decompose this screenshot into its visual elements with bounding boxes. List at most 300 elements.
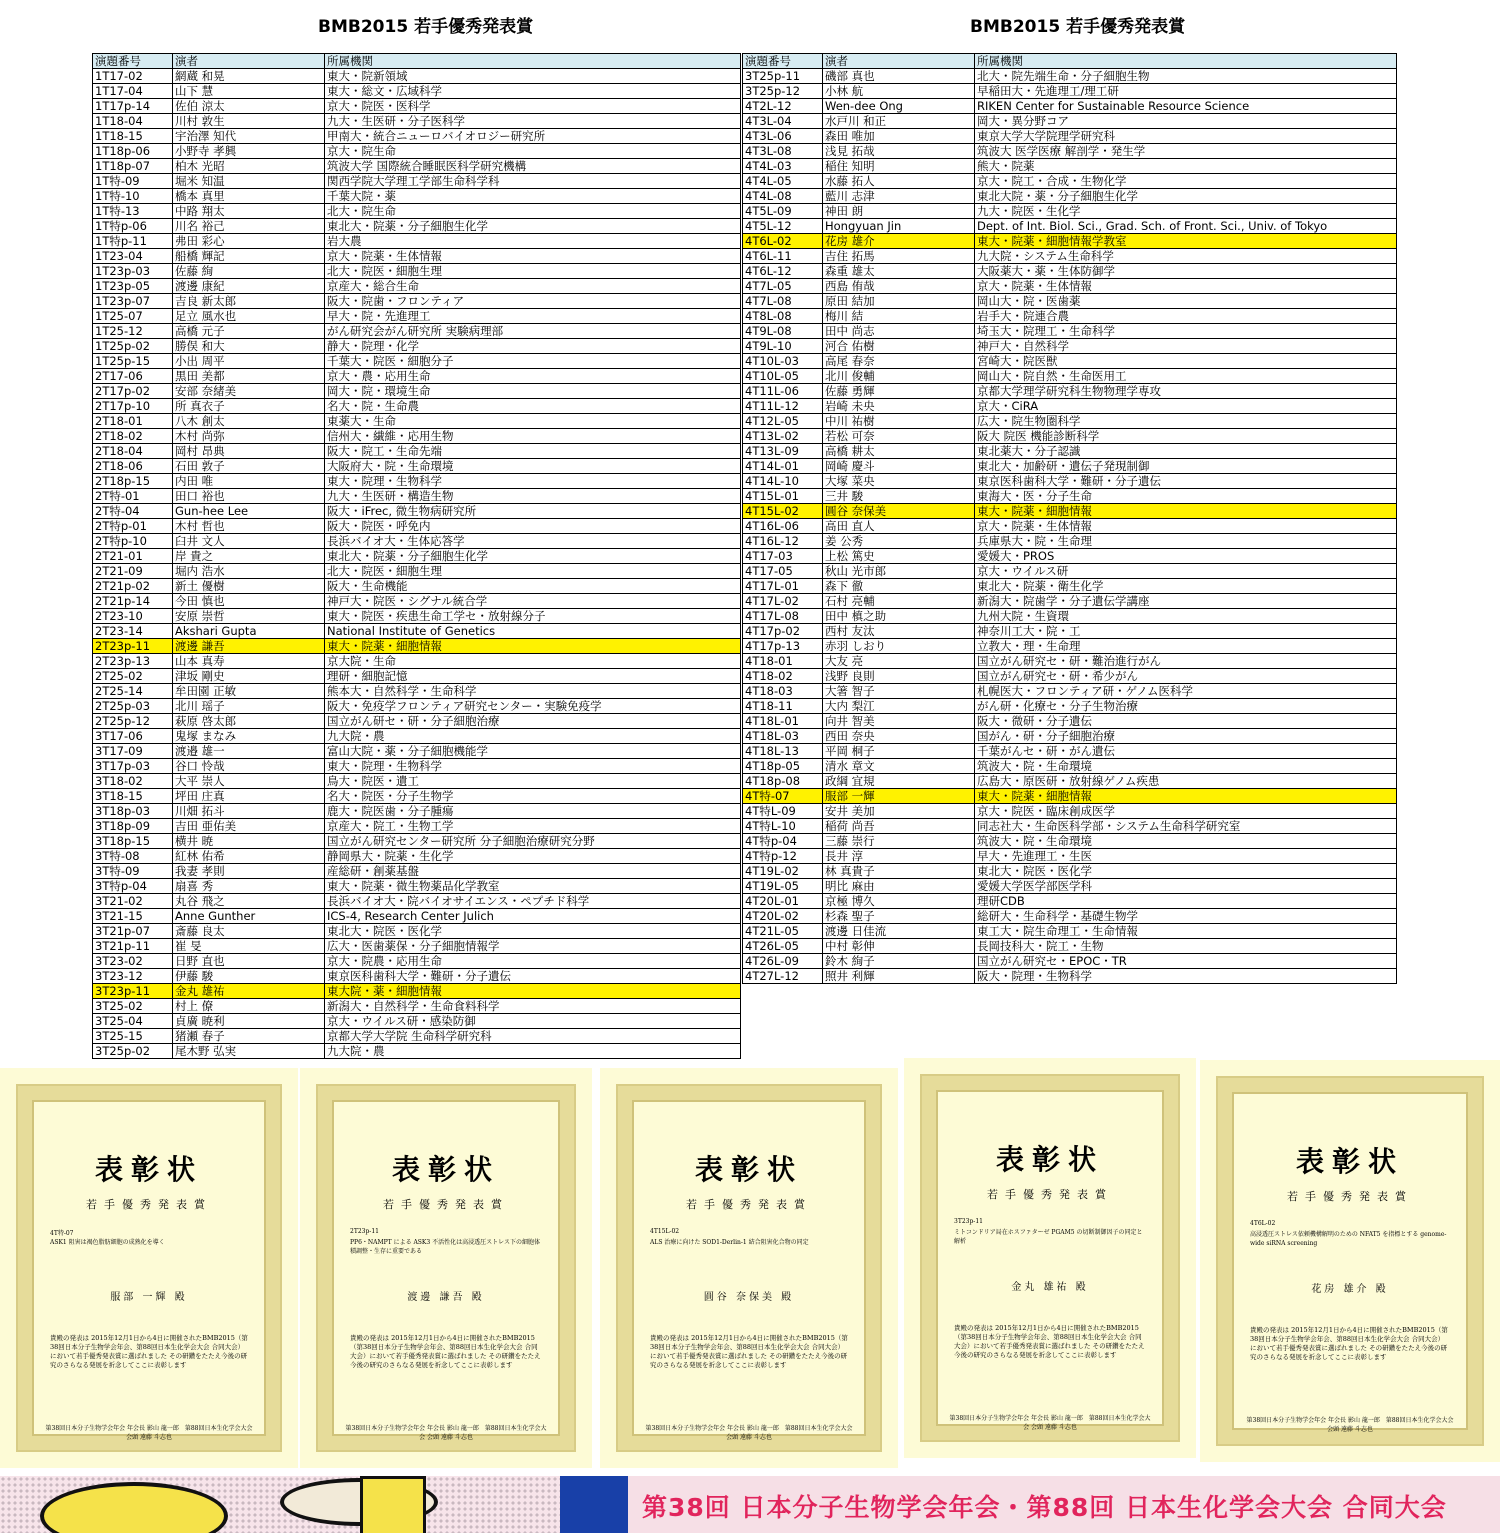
cell-affiliation: 岡山大・院・医歯薬 — [975, 294, 1397, 309]
table-row — [743, 654, 1397, 669]
cell-number: 4T18L-01 — [743, 714, 823, 729]
cell-number: 2T21-09 — [93, 564, 173, 579]
cell-number: 1T特p-11 — [93, 234, 173, 249]
table-row — [743, 519, 1397, 534]
cell-presenter: 北川 俊輔 — [823, 369, 975, 384]
left-table-title: BMB2015 若手優秀発表賞 — [318, 17, 534, 37]
cell-number: 3T25p-11 — [743, 69, 823, 84]
cell-affiliation: 東薬大・生命 — [325, 414, 741, 429]
cell-presenter: 木村 哲也 — [173, 519, 325, 534]
cell-presenter: 清水 章文 — [823, 759, 975, 774]
table-row — [93, 984, 741, 999]
table-row — [93, 84, 741, 99]
cell-number: 4T15L-02 — [743, 504, 823, 519]
cell-affiliation: 神奈川工大・院・工 — [975, 624, 1397, 639]
header-presenter: 演者 — [173, 54, 325, 69]
cell-presenter: 尾木野 弘実 — [173, 1044, 325, 1059]
certificate-signature: 第38回日本分子生物学会年会 年会長 影山 龍一郎 第88回日本生化学会大会 会頭 遠藤 斗志也 — [645, 1425, 853, 1441]
cell-number: 4T7L-08 — [743, 294, 823, 309]
header-affiliation: 所属機関 — [325, 54, 741, 69]
cell-number: 1T17-04 — [93, 84, 173, 99]
cell-affiliation: 筑波大 医学医療 解剖学・発生学 — [975, 144, 1397, 159]
cell-presenter: 岸 貴之 — [173, 549, 325, 564]
certificate-number: 3T23p-11 — [954, 1218, 983, 1225]
cell-number: 4T特L-10 — [743, 819, 823, 834]
cell-presenter: 佐藤 勇輝 — [823, 384, 975, 399]
cell-affiliation: 筑波大・院・生命環境 — [975, 759, 1397, 774]
table-row — [743, 309, 1397, 324]
cell-presenter: 吉田 亜佑美 — [173, 819, 325, 834]
cell-affiliation: 東北大・院薬・分子細胞生化学 — [325, 549, 741, 564]
table-row — [93, 174, 741, 189]
certificate-recipient: 花房 雄介 殿 — [1311, 1284, 1389, 1295]
cell-presenter: 船橋 輝記 — [173, 249, 325, 264]
table-row — [743, 609, 1397, 624]
award-certificate — [300, 1068, 592, 1468]
cell-presenter: 上松 篤史 — [823, 549, 975, 564]
cell-number: 4T4L-05 — [743, 174, 823, 189]
cell-affiliation: 阪大・院理・生物科学 — [975, 969, 1397, 984]
cell-presenter: 鈴木 絢子 — [823, 954, 975, 969]
cell-affiliation: がん研・化療セ・分子生物治療 — [975, 699, 1397, 714]
table-row — [93, 714, 741, 729]
cell-affiliation: 東北大・院医・医化学 — [325, 924, 741, 939]
cell-presenter: 明比 麻由 — [823, 879, 975, 894]
certificate-title: 表彰状 — [94, 1153, 203, 1186]
cell-number: 3T21p-07 — [93, 924, 173, 939]
cell-presenter: 宇治澤 知代 — [173, 129, 325, 144]
cell-affiliation: 国立がん研究センター研究所 分子細胞治療研究分野 — [325, 834, 741, 849]
cell-number: 2T18-02 — [93, 429, 173, 444]
table-row — [93, 99, 741, 114]
cell-presenter: 高田 直人 — [823, 519, 975, 534]
cell-affiliation: Dept. of Int. Biol. Sci., Grad. Sch. of Front. Sci., Univ. of Tokyo — [975, 219, 1397, 234]
table-row — [93, 564, 741, 579]
table-row — [93, 999, 741, 1014]
cell-affiliation: 京大院・生命 — [325, 654, 741, 669]
cell-affiliation: 阪大・生命機能 — [325, 579, 741, 594]
cell-affiliation: 京産大・院工・生物工学 — [325, 819, 741, 834]
cell-presenter: 河合 佑樹 — [823, 339, 975, 354]
cell-presenter: 今田 慎也 — [173, 594, 325, 609]
cell-affiliation: 甲南大・統合ニューロバイオロジー研究所 — [325, 129, 741, 144]
cell-affiliation: 阪大・微研・分子遺伝 — [975, 714, 1397, 729]
cell-presenter: 若松 可奈 — [823, 429, 975, 444]
cell-number: 3T21-15 — [93, 909, 173, 924]
cell-number: 4T6L-12 — [743, 264, 823, 279]
table-row — [743, 834, 1397, 849]
cell-presenter: 三藤 崇行 — [823, 834, 975, 849]
cell-affiliation: 鹿大・院医歯・分子腫瘍 — [325, 804, 741, 819]
cell-presenter: 黒田 美都 — [173, 369, 325, 384]
table-row — [743, 264, 1397, 279]
award-certificate — [904, 1058, 1196, 1458]
cell-affiliation: 阪大・院医・呼免内 — [325, 519, 741, 534]
cell-number: 4T18-03 — [743, 684, 823, 699]
cell-number: 4T9L-08 — [743, 324, 823, 339]
cell-presenter: 小野寺 孝興 — [173, 144, 325, 159]
cell-affiliation: 九州大院・生資環 — [975, 609, 1397, 624]
cell-affiliation: 東大・院理・生物科学 — [325, 474, 741, 489]
cell-presenter: 稲住 知明 — [823, 159, 975, 174]
cell-affiliation: 東京医科歯科大学・難研・分子遺伝 — [325, 969, 741, 984]
cell-number: 3T18p-15 — [93, 834, 173, 849]
cell-presenter: 村上 僚 — [173, 999, 325, 1014]
table-row — [93, 969, 741, 984]
cell-presenter: 猪瀬 春子 — [173, 1029, 325, 1044]
cell-number: 2T21p-14 — [93, 594, 173, 609]
cell-affiliation: 東京医科歯科大学・難研・分子遺伝 — [975, 474, 1397, 489]
cell-affiliation: 東北大・院医・医化学 — [975, 864, 1397, 879]
cell-affiliation: 阪大・iFrec, 微生物病研究所 — [325, 504, 741, 519]
cell-number: 4T16L-12 — [743, 534, 823, 549]
table-row — [93, 144, 741, 159]
certificate-body: 貴殿の発表は 2015年12月1日から4日に開催されたBMB2015（第38回日本分子生物学会年会、第88回日本生化学会大会 合同大会）において若手優秀発表賞に選ばれました その研鑽をたたえ今後の研究のさらなる発展を祈念してここに表彰します — [350, 1334, 541, 1369]
cell-presenter: 牟田園 正敏 — [173, 684, 325, 699]
certificate-title: 表彰状 — [694, 1153, 803, 1186]
cell-presenter: 赤羽 しおり — [823, 639, 975, 654]
cell-affiliation: 九大院・農 — [325, 1044, 741, 1059]
cell-affiliation: 九大・生医研・構造生物 — [325, 489, 741, 504]
table-row — [743, 564, 1397, 579]
cell-affiliation: 国がん・研・分子細胞治療 — [975, 729, 1397, 744]
table-row — [743, 459, 1397, 474]
table-row — [93, 654, 741, 669]
table-row — [93, 279, 741, 294]
table-row — [743, 579, 1397, 594]
cell-number: 4T6L-02 — [743, 234, 823, 249]
cell-number: 4T17L-01 — [743, 579, 823, 594]
comic-shape — [360, 1476, 426, 1533]
table-row — [93, 774, 741, 789]
cell-affiliation: 大阪府大・院・生命環境 — [325, 459, 741, 474]
certificate-title: 表彰状 — [1295, 1145, 1404, 1178]
table-row — [743, 324, 1397, 339]
cell-presenter: 新土 優樹 — [173, 579, 325, 594]
table-row — [93, 354, 741, 369]
cell-presenter: 津坂 剛史 — [173, 669, 325, 684]
cell-presenter: 川畑 拓斗 — [173, 804, 325, 819]
table-row — [743, 594, 1397, 609]
cell-number: 2T21p-02 — [93, 579, 173, 594]
cell-number: 2T25p-12 — [93, 714, 173, 729]
certificate-body: 貴殿の発表は 2015年12月1日から4日に開催されたBMB2015（第38回日本分子生物学会年会、第88回日本生化学会大会 合同大会）において若手優秀発表賞に選ばれました その研鑽をたたえ今後の研究のさらなる発展を祈念してここに表彰します — [50, 1334, 248, 1369]
cell-presenter: 長井 淳 — [823, 849, 975, 864]
cell-number: 1T25-12 — [93, 324, 173, 339]
certificate-recipient: 金丸 雄祐 殿 — [1011, 1282, 1089, 1293]
cell-affiliation: 東大院・薬・細胞情報 — [325, 984, 741, 999]
cell-number: 4T16L-06 — [743, 519, 823, 534]
cell-affiliation: 岡大・異分野コア — [975, 114, 1397, 129]
cell-affiliation: 九大・生医研・分子医科学 — [325, 114, 741, 129]
cell-affiliation: 国立がん研究セ・研・希少がん — [975, 669, 1397, 684]
cell-affiliation: 東大・院薬・細胞情報 — [975, 504, 1397, 519]
table-row — [93, 579, 741, 594]
cell-presenter: 神田 朗 — [823, 204, 975, 219]
table-row — [93, 834, 741, 849]
cell-affiliation: 立教大・理・生命理 — [975, 639, 1397, 654]
comic-shape — [40, 1482, 228, 1533]
comic-shape — [560, 1476, 628, 1533]
cell-number: 1T23p-05 — [93, 279, 173, 294]
cell-affiliation: 埼玉大・院理工・生命科学 — [975, 324, 1397, 339]
table-row — [743, 909, 1397, 924]
conference-banner — [628, 1476, 1500, 1533]
cell-number: 1T17-02 — [93, 69, 173, 84]
certificate-recipient: 服部 一輝 殿 — [110, 1292, 188, 1303]
cell-number: 2T17p-10 — [93, 399, 173, 414]
cell-presenter: 大友 亮 — [823, 654, 975, 669]
cell-presenter: 照井 利輝 — [823, 969, 975, 984]
cell-presenter: 水藤 拓人 — [823, 174, 975, 189]
cell-number: 4T10L-03 — [743, 354, 823, 369]
cell-number: 4T19L-05 — [743, 879, 823, 894]
cell-presenter: Hongyuan Jin — [823, 219, 975, 234]
table-row — [93, 249, 741, 264]
table-row — [93, 474, 741, 489]
cell-affiliation: 長浜バイオ大・生体応答学 — [325, 534, 741, 549]
cell-presenter: 伊藤 駿 — [173, 969, 325, 984]
table-row — [93, 234, 741, 249]
cell-number: 4T2L-12 — [743, 99, 823, 114]
cell-number: 3T21-02 — [93, 894, 173, 909]
certificate-subtitle: 若手優秀発表賞 — [686, 1198, 812, 1211]
cell-affiliation: 筑波大・院・生命環境 — [975, 834, 1397, 849]
certificate-title: 表彰状 — [995, 1143, 1104, 1176]
cell-number: 2T特p-10 — [93, 534, 173, 549]
certificate-signature: 第38回日本分子生物学会年会 年会長 影山 龍一郎 第88回日本生化学会大会 会頭 遠藤 斗志也 — [345, 1425, 547, 1441]
table-row — [93, 459, 741, 474]
table-row — [93, 489, 741, 504]
cell-presenter: 高尾 春奈 — [823, 354, 975, 369]
cell-presenter: 原田 結加 — [823, 294, 975, 309]
certificate-body: 貴殿の発表は 2015年12月1日から4日に開催されたBMB2015（第38回日本分子生物学会年会、第88回日本生化学会大会 合同大会）において若手優秀発表賞に選ばれました その研鑽をたたえ今後の研究のさらなる発展を祈念してここに表彰します — [650, 1334, 848, 1369]
cell-number: 4T17L-02 — [743, 594, 823, 609]
cell-affiliation: 東大・院理・生物科学 — [325, 759, 741, 774]
cell-presenter: 八木 創太 — [173, 414, 325, 429]
cell-number: 1T18-04 — [93, 114, 173, 129]
certificate-number: 2T23p-11 — [350, 1228, 379, 1235]
cell-presenter: Akshari Gupta — [173, 624, 325, 639]
cell-presenter: 政綱 宜規 — [823, 774, 975, 789]
table-row — [743, 894, 1397, 909]
table-row — [743, 474, 1397, 489]
table-row — [93, 324, 741, 339]
cell-presenter: 三井 駿 — [823, 489, 975, 504]
cell-number: 4T13L-09 — [743, 444, 823, 459]
cell-presenter: 斎藤 良太 — [173, 924, 325, 939]
cell-number: 1T23p-03 — [93, 264, 173, 279]
cell-presenter: 丸谷 飛之 — [173, 894, 325, 909]
cell-affiliation: 名大・院・生命農 — [325, 399, 741, 414]
table-row — [93, 759, 741, 774]
table-row — [743, 174, 1397, 189]
cell-presenter: 日野 直也 — [173, 954, 325, 969]
cell-affiliation: 京大・院農・応用生命 — [325, 954, 741, 969]
cell-affiliation: 愛媛大・PROS — [975, 549, 1397, 564]
cell-number: 3T特-09 — [93, 864, 173, 879]
table-row — [93, 159, 741, 174]
table-row — [93, 414, 741, 429]
cell-presenter: 佐藤 絢 — [173, 264, 325, 279]
cell-presenter: 横井 暁 — [173, 834, 325, 849]
cell-affiliation: 関西学院大学理工学部生命科学科 — [325, 174, 741, 189]
cell-number: 4T20L-01 — [743, 894, 823, 909]
cell-affiliation: 新潟大・院歯学・分子遺伝学講座 — [975, 594, 1397, 609]
cell-presenter: 吉良 新太郎 — [173, 294, 325, 309]
table-row — [743, 504, 1397, 519]
cell-affiliation: 京都大学理学研究科生物物理学専攻 — [975, 384, 1397, 399]
cell-number: 4T11L-06 — [743, 384, 823, 399]
cell-number: 4T18L-03 — [743, 729, 823, 744]
cell-affiliation: 京産大・総合生命 — [325, 279, 741, 294]
cell-affiliation: 名大・院医・分子生物学 — [325, 789, 741, 804]
cell-presenter: 足立 風水也 — [173, 309, 325, 324]
cell-affiliation: 京大・院工・合成・生物化学 — [975, 174, 1397, 189]
cell-presenter: 森重 雄太 — [823, 264, 975, 279]
table-row — [743, 294, 1397, 309]
cell-presenter: 杉森 聖子 — [823, 909, 975, 924]
table-row — [743, 369, 1397, 384]
cell-affiliation: 東大・院薬・細胞情報 — [325, 639, 741, 654]
cell-presenter: 向井 智美 — [823, 714, 975, 729]
cell-presenter: 田中 槙之助 — [823, 609, 975, 624]
cell-affiliation: 広大・院生物圏科学 — [975, 414, 1397, 429]
cell-affiliation: 東大・院薬・微生物薬品化学教室 — [325, 879, 741, 894]
cell-presenter: 大箸 智子 — [823, 684, 975, 699]
cell-number: 4T26L-09 — [743, 954, 823, 969]
cell-presenter: 金丸 雄祐 — [173, 984, 325, 999]
certificate-signature: 第38回日本分子生物学会年会 年会長 影山 龍一郎 第88回日本生化学会大会 会頭 遠藤 斗志也 — [1246, 1417, 1454, 1433]
cell-presenter: 西田 奈央 — [823, 729, 975, 744]
table-row — [93, 204, 741, 219]
table-row — [743, 144, 1397, 159]
table-row — [93, 909, 741, 924]
cell-affiliation: 東大・院新領域 — [325, 69, 741, 84]
cell-number: 3T23-12 — [93, 969, 173, 984]
cell-presenter: 磯部 真也 — [823, 69, 975, 84]
table-row — [743, 339, 1397, 354]
table-row — [93, 879, 741, 894]
table-row — [93, 444, 741, 459]
table-row — [93, 369, 741, 384]
cell-number: 3T25p-12 — [743, 84, 823, 99]
table-row — [743, 129, 1397, 144]
cell-number: 2T23-14 — [93, 624, 173, 639]
table-row — [743, 549, 1397, 564]
cell-number: 4T18p-08 — [743, 774, 823, 789]
table-row — [93, 219, 741, 234]
cell-presenter: 内田 唯 — [173, 474, 325, 489]
cell-affiliation: 京大・CiRA — [975, 399, 1397, 414]
cell-number: 3T25p-02 — [93, 1044, 173, 1059]
cell-presenter: 林 真貴子 — [823, 864, 975, 879]
cell-presenter: 浅野 良則 — [823, 669, 975, 684]
table-row — [93, 504, 741, 519]
cell-affiliation: 東北大・院薬・分子細胞生化学 — [325, 219, 741, 234]
cell-presenter: 高橋 元子 — [173, 324, 325, 339]
left-award-table — [92, 53, 741, 1059]
cell-presenter: 紅林 佑希 — [173, 849, 325, 864]
table-row — [743, 84, 1397, 99]
table-row — [93, 684, 741, 699]
cell-presenter: 石村 亮輔 — [823, 594, 975, 609]
cell-presenter: 中川 祐樹 — [823, 414, 975, 429]
cell-number: 2T23p-11 — [93, 639, 173, 654]
cell-number: 1T18-15 — [93, 129, 173, 144]
table-row — [743, 954, 1397, 969]
cell-affiliation: 九大院・農 — [325, 729, 741, 744]
cell-affiliation: 国立がん研セ・研・分子細胞治療 — [325, 714, 741, 729]
table-row — [93, 894, 741, 909]
cell-number: 3T17-09 — [93, 744, 173, 759]
cell-presenter: 岡崎 慶斗 — [823, 459, 975, 474]
table-row — [743, 924, 1397, 939]
table-row — [93, 699, 741, 714]
cell-number: 3T特p-04 — [93, 879, 173, 894]
cell-affiliation: 筑波大学 国際統合睡眠医科学研究機構 — [325, 159, 741, 174]
cell-affiliation: 新潟大・自然科学・生命食料科学 — [325, 999, 741, 1014]
cell-presenter: 岡村 昂典 — [173, 444, 325, 459]
cell-affiliation: 広島大・原医研・放射線ゲノム疾患 — [975, 774, 1397, 789]
table-row — [93, 939, 741, 954]
cell-number: 1T25p-15 — [93, 354, 173, 369]
cell-number: 4T7L-05 — [743, 279, 823, 294]
cell-presenter: 藍川 志津 — [823, 189, 975, 204]
cell-number: 2T17p-02 — [93, 384, 173, 399]
cell-presenter: 堀内 浩水 — [173, 564, 325, 579]
table-row — [93, 534, 741, 549]
table-row — [743, 684, 1397, 699]
table-row — [93, 594, 741, 609]
cell-presenter: 大塚 菜央 — [823, 474, 975, 489]
table-row — [743, 444, 1397, 459]
cell-number: 3T23p-11 — [93, 984, 173, 999]
cell-affiliation: 国立がん研究セ・研・難治進行がん — [975, 654, 1397, 669]
cell-number: 1T23-04 — [93, 249, 173, 264]
cell-number: 4T18-01 — [743, 654, 823, 669]
cell-presenter: 網蔵 和晃 — [173, 69, 325, 84]
cell-presenter: 坪田 庄真 — [173, 789, 325, 804]
cell-number: 2T特-01 — [93, 489, 173, 504]
cell-number: 3T18p-03 — [93, 804, 173, 819]
certificate-title: 表彰状 — [391, 1153, 500, 1186]
table-row — [743, 279, 1397, 294]
cell-number: 2T25-14 — [93, 684, 173, 699]
cell-affiliation: 京大・ウイルス研・感染防御 — [325, 1014, 741, 1029]
cell-number: 4T特p-12 — [743, 849, 823, 864]
cell-presenter: 平岡 桐子 — [823, 744, 975, 759]
cell-number: 4T17L-08 — [743, 609, 823, 624]
table-row — [93, 129, 741, 144]
table-row — [743, 849, 1397, 864]
table-header-row — [93, 54, 741, 69]
table-row — [743, 969, 1397, 984]
cell-affiliation: 熊大・院薬 — [975, 159, 1397, 174]
certificate-number: 4T6L-02 — [1250, 1220, 1276, 1227]
table-row — [743, 489, 1397, 504]
cell-presenter: Anne Gunther — [173, 909, 325, 924]
cell-presenter: 所 真衣子 — [173, 399, 325, 414]
certificate-subtitle: 若手優秀発表賞 — [383, 1198, 509, 1211]
cell-number: 4T6L-11 — [743, 249, 823, 264]
cell-number: 1T18p-07 — [93, 159, 173, 174]
cell-presenter: 弗田 彩心 — [173, 234, 325, 249]
table-row — [93, 294, 741, 309]
cell-presenter: 石田 敦子 — [173, 459, 325, 474]
cell-affiliation: 長岡技科大・院工・生物 — [975, 939, 1397, 954]
cell-number: 2T25p-03 — [93, 699, 173, 714]
